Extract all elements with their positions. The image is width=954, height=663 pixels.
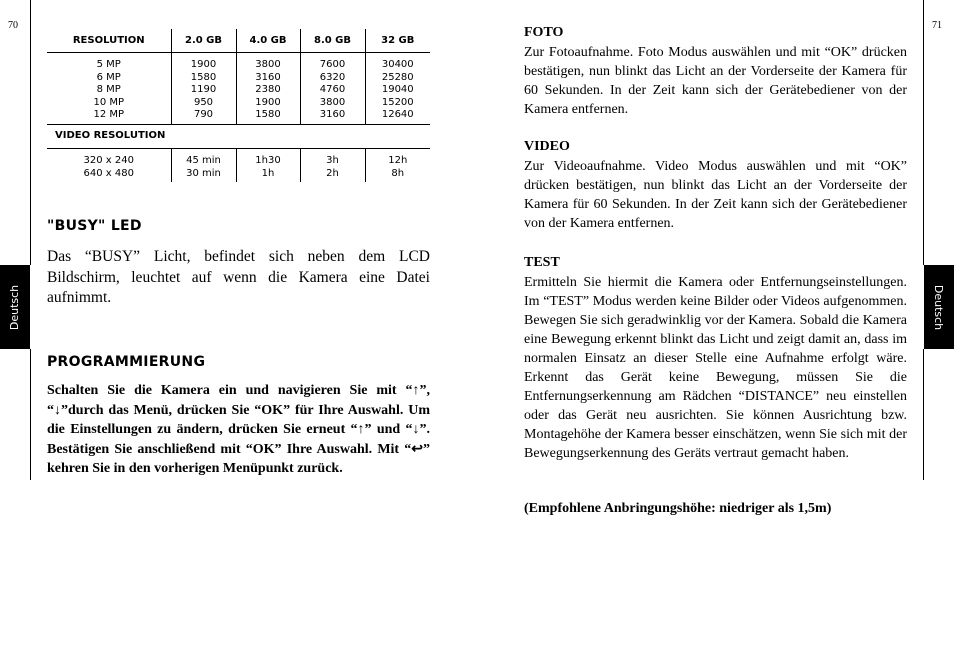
photo-resolutions: 5 MP 6 MP 8 MP 10 MP 12 MP — [93, 59, 125, 120]
video-duration-2gb: 45 min 30 min — [171, 149, 236, 183]
programming-heading: PROGRAMMIERUNG — [47, 354, 206, 370]
photo-count-32gb: 30400 25280 19040 15200 12640 — [365, 53, 430, 125]
test-mounting-note: (Empfohlene Anbringungshöhe: niedriger als 1,5m) — [524, 501, 832, 516]
photo-count-8gb: 7600 6320 4760 3800 3160 — [300, 53, 365, 125]
language-tab-right — [924, 265, 954, 349]
video-text: Zur Videoaufnahme. Video Modus auswählen und mit “OK” drücken bestätigen, nun blinkt das Licht an der Vorderseite der Kamera für 60 Sekunden. In der Zeit kann sich der Gerätebediener von der Kamera entfernen. — [524, 159, 907, 231]
left-margin-rule-lower — [30, 349, 31, 480]
busy-led-text: Das “BUSY” Licht, befindet sich neben dem LCD Bildschirm, leuchtet auf wenn die Kamera eine Datei aufnimmt. — [47, 248, 430, 306]
right-margin-rule — [923, 0, 924, 265]
video-heading: VIDEO — [524, 139, 570, 154]
video-resolutions: 320 x 240 640 x 480 — [83, 155, 134, 179]
page-number-left: 70 — [8, 20, 18, 31]
table-header-row — [47, 29, 430, 53]
right-margin-rule-lower — [923, 349, 924, 480]
video-subheader-row — [47, 124, 430, 149]
header-32gb: 32 GB — [365, 29, 430, 53]
left-margin-rule — [30, 0, 31, 265]
video-duration-4gb: 1h30 1h — [236, 149, 300, 183]
language-tab-right-label: Deutsch — [932, 284, 946, 330]
test-text: Ermitteln Sie hiermit die Kamera oder Entfernungseinstellungen. Im “TEST” Modus werden keine Bilder oder Videos aufgenommen. Bewegen Sie sich geradwinklig vor der Kamera. Sobald die Kamera eine Bewegung erkennt blinkt das Licht und zeigt damit an, dass im normalen Einsatz an dieser Stelle eine Aufnahme erfolgt wäre. Erkennt das Gerät keine Bewegung, müssen Sie die Entfernungserkennung am Rädchen “DISTANCE” neu einstellen oder das Gerät neu ausrichten. Sie können Ausrichtung bzw. Montagehöhe der Kamera besser einschätzen, wenn Sie sich mit der Bewegungserkennung des Geräts vertraut gemacht haben. — [524, 275, 907, 461]
video-resolution-heading: VIDEO RESOLUTION — [47, 124, 430, 149]
header-2gb: 2.0 GB — [171, 29, 236, 53]
foto-heading: FOTO — [524, 25, 564, 40]
page-number-right: 71 — [932, 20, 942, 31]
programming-text: Schalten Sie die Kamera ein und navigieren Sie mit “↑”, “↓”durch das Menü, drücken Sie “OK” für Ihre Auswahl. Um die Einstellungen zu ändern, drücken Sie erneut “↑” und “↓”. Bestätigen Sie anschließend mit “OK” Ihre Auswahl. Mit “↩” kehren Sie in den vorherigen Menüpunkt zurück. — [47, 383, 430, 476]
photo-count-4gb: 3800 3160 2380 1900 1580 — [236, 53, 300, 125]
header-8gb: 8.0 GB — [300, 29, 365, 53]
capacity-table — [47, 29, 430, 182]
header-resolution: RESOLUTION — [47, 29, 171, 53]
photo-count-2gb: 1900 1580 1190 950 790 — [171, 53, 236, 125]
photo-capacity-row — [47, 53, 430, 125]
language-tab-left-label: Deutsch — [8, 284, 22, 330]
language-tab-left — [0, 265, 30, 349]
busy-led-heading: "BUSY" LED — [47, 218, 142, 234]
video-duration-row — [47, 149, 430, 183]
test-heading: TEST — [524, 255, 560, 270]
foto-text: Zur Fotoaufnahme. Foto Modus auswählen und mit “OK” drücken bestätigen, nun blinkt das Licht an der Vorderseite der Kamera für 60 Sekunden. In der Zeit kann sich der Gerätebediener von der Kamera entfernen. — [524, 45, 907, 117]
video-duration-8gb: 3h 2h — [300, 149, 365, 183]
header-4gb: 4.0 GB — [236, 29, 300, 53]
video-duration-32gb: 12h 8h — [365, 149, 430, 183]
